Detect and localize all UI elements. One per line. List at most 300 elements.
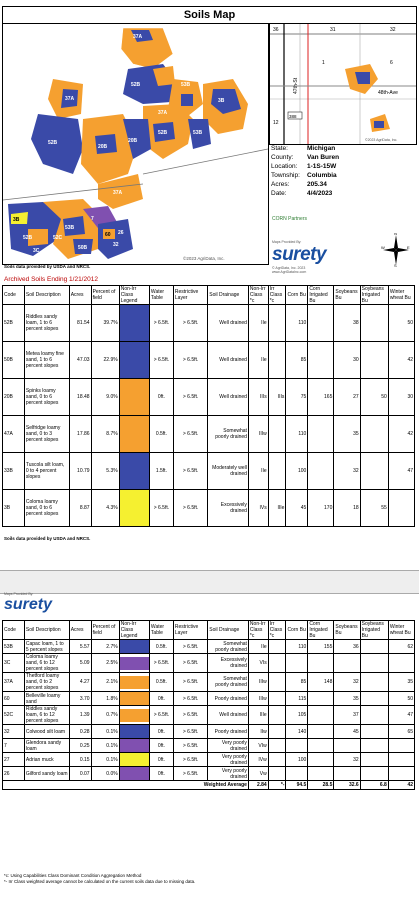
weighted-soy: 32.6 bbox=[334, 781, 360, 790]
cell-drain: Somewhat poorly drained bbox=[208, 673, 249, 692]
svg-text:52C: 52C bbox=[53, 235, 63, 241]
cell-ic bbox=[268, 640, 286, 654]
footnotes bbox=[4, 873, 195, 885]
cell-acres: 0.15 bbox=[69, 753, 91, 767]
cell-code: 20B bbox=[3, 379, 25, 416]
footnote-c: *c: Using Capabilities Class Dominant Condition Aggregation Method bbox=[4, 873, 142, 878]
cell-legend-swatch bbox=[119, 673, 149, 692]
cell-ic bbox=[268, 654, 286, 673]
cell-nic: IIIw bbox=[248, 673, 268, 692]
cell-desc: Glendora sandy loam bbox=[24, 739, 69, 753]
compass-icon bbox=[381, 233, 411, 267]
cell-legend-swatch bbox=[119, 654, 149, 673]
cell-desc: Riddles sandy loam, 1 to 6 percent slopes bbox=[24, 305, 69, 342]
weighted-ic: *- bbox=[268, 781, 286, 790]
cell-acres: 1.39 bbox=[69, 706, 91, 725]
table-row bbox=[3, 342, 415, 379]
cell-corn-irr bbox=[308, 692, 334, 706]
cell-nic: IIe bbox=[248, 342, 268, 379]
cell-corn-irr bbox=[308, 725, 334, 739]
cell-ic bbox=[268, 725, 286, 739]
cell-restr: > 6.5ft. bbox=[173, 739, 207, 753]
cell-water: 0.5ft. bbox=[149, 416, 173, 453]
cell-water: > 6.5ft. bbox=[149, 654, 173, 673]
cell-pct: 2.7% bbox=[91, 640, 119, 654]
locator-map-graphic bbox=[270, 24, 416, 144]
cell-legend-swatch bbox=[119, 490, 149, 527]
cell-restr: > 6.5ft. bbox=[173, 379, 207, 416]
cell-wheat: 50 bbox=[388, 305, 414, 342]
partner-logo: CORN Partners bbox=[272, 216, 308, 222]
cell-soy: 36 bbox=[334, 640, 360, 654]
table-row bbox=[3, 490, 415, 527]
cell-nic: Vw bbox=[248, 767, 268, 781]
cell-soy-irr: 50 bbox=[360, 379, 388, 416]
cell-legend-swatch bbox=[119, 706, 149, 725]
cell-restr: > 6.5ft. bbox=[173, 673, 207, 692]
cell-wheat: 35 bbox=[388, 673, 414, 692]
info-row: Acres: 205.34 bbox=[271, 181, 327, 188]
surety-logo-page2: Maps Provided By: surety bbox=[4, 592, 53, 613]
cell-soy-irr bbox=[360, 739, 388, 753]
cell-corn-irr: 170 bbox=[308, 490, 334, 527]
column-header: Restrictive Layer bbox=[173, 286, 207, 305]
cell-wheat bbox=[388, 654, 414, 673]
svg-text:53B: 53B bbox=[65, 225, 75, 231]
cell-code: 3C bbox=[3, 654, 25, 673]
table-row bbox=[3, 767, 415, 781]
cell-pct: 0.0% bbox=[91, 767, 119, 781]
table-row bbox=[3, 753, 415, 767]
cell-code: 26 bbox=[3, 767, 25, 781]
table-header-row bbox=[3, 621, 415, 640]
locator-sec-12: 12 bbox=[273, 120, 279, 126]
cell-pct: 0.1% bbox=[91, 739, 119, 753]
locator-sec-31: 31 bbox=[330, 27, 336, 33]
cell-corn: 110 bbox=[286, 416, 308, 453]
cell-ic: IIIe bbox=[268, 490, 286, 527]
surety-copyright: © AgriData, Inc. 2023 bbox=[272, 266, 306, 270]
svg-text:53B: 53B bbox=[181, 82, 191, 88]
svg-text:37A: 37A bbox=[133, 34, 143, 40]
cell-ic bbox=[268, 453, 286, 490]
cell-drain: Excessively drained bbox=[208, 654, 249, 673]
cell-soy-irr bbox=[360, 640, 388, 654]
cell-drain: Very poorly drained bbox=[208, 753, 249, 767]
cell-soy: 45 bbox=[334, 725, 360, 739]
cell-restr: > 6.5ft. bbox=[173, 640, 207, 654]
cell-restr: > 6.5ft. bbox=[173, 692, 207, 706]
weighted-wheat: 42 bbox=[388, 781, 414, 790]
cell-corn bbox=[286, 739, 308, 753]
cell-wheat: 42 bbox=[388, 416, 414, 453]
svg-text:3B: 3B bbox=[13, 217, 20, 223]
cell-legend-swatch bbox=[119, 767, 149, 781]
cell-soy-irr bbox=[360, 753, 388, 767]
svg-text:60: 60 bbox=[105, 232, 111, 238]
column-header: Code bbox=[3, 621, 25, 640]
cell-pct: 22.9% bbox=[91, 342, 119, 379]
column-header: Acres bbox=[69, 286, 91, 305]
cell-acres: 81.54 bbox=[69, 305, 91, 342]
cell-restr: > 6.5ft. bbox=[173, 490, 207, 527]
cell-pct: 5.3% bbox=[91, 453, 119, 490]
cell-desc: Metea loamy fine sand, 1 to 6 percent slopes bbox=[24, 342, 69, 379]
cell-acres: 18.48 bbox=[69, 379, 91, 416]
cell-soy: 30 bbox=[334, 342, 360, 379]
table-row bbox=[3, 673, 415, 692]
surety-site: www.AgriDataInc.com bbox=[272, 270, 307, 274]
cell-restr: > 6.5ft. bbox=[173, 305, 207, 342]
cell-water: > 6.5ft. bbox=[149, 490, 173, 527]
cell-code: 52C bbox=[3, 706, 25, 725]
cell-wheat bbox=[388, 490, 414, 527]
cell-code: 53B bbox=[3, 640, 25, 654]
map-copyright: ©2023 AgriData, Inc. bbox=[183, 256, 225, 261]
cell-acres: 0.28 bbox=[69, 725, 91, 739]
cell-soy-irr: 55 bbox=[360, 490, 388, 527]
cell-drain: Well drained bbox=[208, 379, 249, 416]
column-header: Soil Description bbox=[24, 621, 69, 640]
cell-desc: Spinks loamy sand, 0 to 6 percent slopes bbox=[24, 379, 69, 416]
svg-text:52B: 52B bbox=[48, 140, 58, 146]
cell-legend-swatch bbox=[119, 342, 149, 379]
cell-code: 60 bbox=[3, 692, 25, 706]
info-row: County: Van Buren bbox=[271, 154, 340, 161]
column-header: Soybeans Bu bbox=[334, 286, 360, 305]
soils-table-page2 bbox=[2, 620, 415, 790]
cell-corn: 45 bbox=[286, 490, 308, 527]
cell-wheat: 47 bbox=[388, 706, 414, 725]
cell-pct: 2.1% bbox=[91, 673, 119, 692]
cell-drain: Somewhat poorly drained bbox=[208, 416, 249, 453]
cell-wheat bbox=[388, 753, 414, 767]
column-header: Non-Irr Class *c bbox=[248, 286, 268, 305]
cell-legend-swatch bbox=[119, 692, 149, 706]
cell-restr: > 6.5ft. bbox=[173, 342, 207, 379]
cell-restr: > 6.5ft. bbox=[173, 725, 207, 739]
cell-restr: > 6.5ft. bbox=[173, 753, 207, 767]
svg-text:W: W bbox=[381, 245, 385, 250]
cell-pct: 4.3% bbox=[91, 490, 119, 527]
cell-ic bbox=[268, 673, 286, 692]
table-row bbox=[3, 416, 415, 453]
info-row: Township: Columbia bbox=[271, 172, 337, 179]
cell-corn-irr bbox=[308, 305, 334, 342]
column-header: Soybeans Bu bbox=[334, 621, 360, 640]
cell-legend-swatch bbox=[119, 416, 149, 453]
cell-nic: IIIw bbox=[248, 692, 268, 706]
source-note-bottom: Soils data provided by USDA and NRCS. bbox=[4, 536, 91, 541]
cell-nic: IIw bbox=[248, 725, 268, 739]
cell-soy-irr bbox=[360, 673, 388, 692]
cell-code: 47A bbox=[3, 416, 25, 453]
cell-corn-irr bbox=[308, 767, 334, 781]
cell-drain: Very poorly drained bbox=[208, 739, 249, 753]
locator-sec-6: 6 bbox=[390, 60, 393, 66]
cell-ic bbox=[268, 753, 286, 767]
weighted-soy-irr: 6.8 bbox=[360, 781, 388, 790]
cell-corn-irr bbox=[308, 416, 334, 453]
cell-code: 3B bbox=[3, 490, 25, 527]
cell-acres: 5.09 bbox=[69, 654, 91, 673]
cell-nic: IIIs bbox=[248, 379, 268, 416]
svg-text:20B: 20B bbox=[128, 138, 138, 144]
cell-drain: Well drained bbox=[208, 706, 249, 725]
cell-pct: 39.7% bbox=[91, 305, 119, 342]
cell-corn: 85 bbox=[286, 673, 308, 692]
cell-wheat: 65 bbox=[388, 725, 414, 739]
cell-nic: IVs bbox=[248, 490, 268, 527]
cell-ic: IIIs bbox=[268, 379, 286, 416]
svg-text:37A: 37A bbox=[113, 190, 123, 196]
cell-water: 0ft. bbox=[149, 739, 173, 753]
cell-corn-irr bbox=[308, 654, 334, 673]
cell-legend-swatch bbox=[119, 453, 149, 490]
table-header-row bbox=[3, 286, 415, 305]
cell-wheat: 50 bbox=[388, 692, 414, 706]
cell-corn: 110 bbox=[286, 305, 308, 342]
cell-desc: Belleville loamy sand bbox=[24, 692, 69, 706]
footnote-irr: *- Irr Class weighted average cannot be calculated on the current soils data due to missing data. bbox=[4, 879, 196, 884]
cell-acres: 47.03 bbox=[69, 342, 91, 379]
cell-soy: 37 bbox=[334, 706, 360, 725]
cell-water: 1.5ft. bbox=[149, 453, 173, 490]
cell-corn bbox=[286, 767, 308, 781]
cell-ic bbox=[268, 305, 286, 342]
cell-code: 7 bbox=[3, 739, 25, 753]
column-header: Irr Class *c bbox=[268, 621, 286, 640]
cell-soy-irr bbox=[360, 767, 388, 781]
cell-soy: 32 bbox=[334, 673, 360, 692]
cell-pct: 0.1% bbox=[91, 753, 119, 767]
cell-soy bbox=[334, 739, 360, 753]
cell-ic bbox=[268, 692, 286, 706]
locator-road-48th: 48th-Ave bbox=[378, 90, 398, 96]
table-row bbox=[3, 706, 415, 725]
cell-wheat: 47 bbox=[388, 453, 414, 490]
table-row bbox=[3, 640, 415, 654]
locator-sec-36: 36 bbox=[273, 27, 279, 33]
cell-desc: Colwood silt loam bbox=[24, 725, 69, 739]
column-header: Water Table bbox=[149, 621, 173, 640]
locator-map[interactable] bbox=[269, 23, 417, 145]
cell-nic: VIs bbox=[248, 654, 268, 673]
cell-nic: VIw bbox=[248, 739, 268, 753]
cell-drain: Well drained bbox=[208, 305, 249, 342]
page-title: Soils Map bbox=[2, 6, 417, 24]
column-header: Corn Irrigated Bu bbox=[308, 621, 334, 640]
surety-logo bbox=[272, 240, 372, 274]
cell-water: 0ft. bbox=[149, 725, 173, 739]
table-row bbox=[3, 654, 415, 673]
cell-code: 27 bbox=[3, 753, 25, 767]
cell-pct: 0.7% bbox=[91, 706, 119, 725]
weighted-label: Weighted Average bbox=[3, 781, 249, 790]
cell-corn: 100 bbox=[286, 753, 308, 767]
svg-text:37A: 37A bbox=[65, 96, 75, 102]
soils-table-page1 bbox=[2, 285, 415, 527]
cell-corn: 110 bbox=[286, 640, 308, 654]
column-header: Corn Bu bbox=[286, 621, 308, 640]
column-header: Soil Description bbox=[24, 286, 69, 305]
cell-soy: 27 bbox=[334, 379, 360, 416]
cell-soy-irr bbox=[360, 305, 388, 342]
cell-drain: Poorly drained bbox=[208, 725, 249, 739]
soils-map-graphic bbox=[3, 24, 268, 264]
cell-drain: Very poorly drained bbox=[208, 767, 249, 781]
cell-desc: Selfridge loamy sand, 0 to 3 percent slopes bbox=[24, 416, 69, 453]
cell-pct: 2.5% bbox=[91, 654, 119, 673]
cell-soy-irr bbox=[360, 692, 388, 706]
cell-desc: Adrian muck bbox=[24, 753, 69, 767]
cell-legend-swatch bbox=[119, 725, 149, 739]
maps-provided-label: Maps Provided By: bbox=[272, 240, 302, 244]
locator-road-388: 388 bbox=[289, 114, 297, 119]
cell-legend-swatch bbox=[119, 753, 149, 767]
cell-corn: 105 bbox=[286, 706, 308, 725]
column-header: Winter wheat Bu bbox=[388, 621, 414, 640]
cell-corn: 115 bbox=[286, 692, 308, 706]
weighted-corn: 94.5 bbox=[286, 781, 308, 790]
cell-desc: Riddles sandy loam, 6 to 12 percent slopes bbox=[24, 706, 69, 725]
cell-desc: Gilford sandy loam bbox=[24, 767, 69, 781]
column-header: Non-Irr Class Legend bbox=[119, 286, 149, 305]
cell-ic bbox=[268, 767, 286, 781]
cell-soy: 38 bbox=[334, 305, 360, 342]
cell-corn-irr bbox=[308, 453, 334, 490]
cell-corn: 85 bbox=[286, 342, 308, 379]
cell-drain: Somewhat poorly drained bbox=[208, 640, 249, 654]
cell-wheat bbox=[388, 767, 414, 781]
cell-water: 0ft. bbox=[149, 379, 173, 416]
column-header: Code bbox=[3, 286, 25, 305]
cell-pct: 1.8% bbox=[91, 692, 119, 706]
cell-desc: Tuscola silt loam, 0 to 4 percent slopes bbox=[24, 453, 69, 490]
table-row bbox=[3, 725, 415, 739]
info-row: State: Michigan bbox=[271, 145, 336, 152]
svg-text:52B: 52B bbox=[158, 130, 168, 136]
cell-water: > 6.5ft. bbox=[149, 706, 173, 725]
cell-soy bbox=[334, 767, 360, 781]
field-info bbox=[271, 144, 415, 198]
cell-soy: 32 bbox=[334, 753, 360, 767]
cell-restr: > 6.5ft. bbox=[173, 706, 207, 725]
cell-pct: 8.7% bbox=[91, 416, 119, 453]
cell-drain: Well drained bbox=[208, 342, 249, 379]
svg-text:37A: 37A bbox=[158, 110, 168, 116]
cell-code: 37A bbox=[3, 673, 25, 692]
surety-wordmark: surety bbox=[272, 244, 327, 265]
svg-text:20B: 20B bbox=[98, 144, 108, 150]
cell-acres: 5.57 bbox=[69, 640, 91, 654]
cell-water: > 6.5ft. bbox=[149, 342, 173, 379]
weighted-nic: 2.84 bbox=[248, 781, 268, 790]
cell-wheat: 62 bbox=[388, 640, 414, 654]
cell-soy-irr bbox=[360, 342, 388, 379]
column-header: Water Table bbox=[149, 286, 173, 305]
table-row bbox=[3, 692, 415, 706]
column-header: Corn Irrigated Bu bbox=[308, 286, 334, 305]
svg-text:3C: 3C bbox=[33, 248, 40, 254]
svg-text:N: N bbox=[394, 233, 397, 236]
svg-text:32: 32 bbox=[113, 242, 119, 248]
weighted-row bbox=[3, 781, 415, 790]
column-header: Non-Irr Class *c bbox=[248, 621, 268, 640]
cell-corn-irr: 155 bbox=[308, 640, 334, 654]
svg-text:E: E bbox=[407, 245, 410, 250]
cell-acres: 10.79 bbox=[69, 453, 91, 490]
page-divider bbox=[0, 570, 419, 594]
cell-soy-irr bbox=[360, 725, 388, 739]
cell-drain: Poorly drained bbox=[208, 692, 249, 706]
column-header: Acres bbox=[69, 621, 91, 640]
column-header: Winter wheat Bu bbox=[388, 286, 414, 305]
cell-legend-swatch bbox=[119, 379, 149, 416]
cell-nic: IVw bbox=[248, 753, 268, 767]
cell-code: 33B bbox=[3, 453, 25, 490]
svg-text:7: 7 bbox=[91, 216, 94, 222]
cell-water: 0.5ft. bbox=[149, 673, 173, 692]
cell-wheat: 42 bbox=[388, 342, 414, 379]
cell-code: 52B bbox=[3, 305, 25, 342]
column-header: Corn Bu bbox=[286, 286, 308, 305]
cell-ic bbox=[268, 739, 286, 753]
column-header: Percent of field bbox=[91, 621, 119, 640]
cell-legend-swatch bbox=[119, 739, 149, 753]
cell-code: 50B bbox=[3, 342, 25, 379]
locator-copyright: ©2023 AgriData, Inc. bbox=[365, 138, 398, 142]
cell-ic bbox=[268, 342, 286, 379]
cell-pct: 9.0% bbox=[91, 379, 119, 416]
cell-nic: IIe bbox=[248, 640, 268, 654]
cell-soy: 32 bbox=[334, 453, 360, 490]
column-header: Soil Drainage bbox=[208, 286, 249, 305]
info-row: Location: 1-1S-15W bbox=[271, 163, 337, 170]
cell-corn-irr: 148 bbox=[308, 673, 334, 692]
cell-code: 32 bbox=[3, 725, 25, 739]
cell-nic: IIe bbox=[248, 453, 268, 490]
cell-restr: > 6.5ft. bbox=[173, 453, 207, 490]
cell-drain: Moderately well drained bbox=[208, 453, 249, 490]
cell-soy bbox=[334, 654, 360, 673]
cell-water: > 6.5ft. bbox=[149, 305, 173, 342]
column-header: Soil Drainage bbox=[208, 621, 249, 640]
locator-road-47th: 47th-St bbox=[293, 77, 299, 94]
column-header: Restrictive Layer bbox=[173, 621, 207, 640]
cell-water: 0.5ft. bbox=[149, 640, 173, 654]
cell-restr: > 6.5ft. bbox=[173, 767, 207, 781]
svg-text:3B: 3B bbox=[218, 98, 225, 104]
soils-map[interactable] bbox=[2, 23, 269, 265]
svg-text:50B: 50B bbox=[78, 245, 88, 251]
cell-desc: Coloma loamy sand, 0 to 6 percent slopes bbox=[24, 490, 69, 527]
svg-text:S: S bbox=[394, 263, 397, 267]
svg-text:53B: 53B bbox=[193, 130, 203, 136]
table-row bbox=[3, 379, 415, 416]
column-header: Soybeans Irrigated Bu bbox=[360, 286, 388, 305]
svg-text:52B: 52B bbox=[131, 82, 141, 88]
locator-sec-1: 1 bbox=[322, 60, 325, 66]
svg-text:52B: 52B bbox=[23, 235, 33, 241]
cell-soy-irr bbox=[360, 654, 388, 673]
cell-desc: Coloma loamy sand, 6 to 12 percent slopes bbox=[24, 654, 69, 673]
cell-corn: 75 bbox=[286, 379, 308, 416]
cell-pct: 0.1% bbox=[91, 725, 119, 739]
cell-acres: 3.70 bbox=[69, 692, 91, 706]
cell-water: 0ft. bbox=[149, 753, 173, 767]
cell-nic: IIIw bbox=[248, 416, 268, 453]
